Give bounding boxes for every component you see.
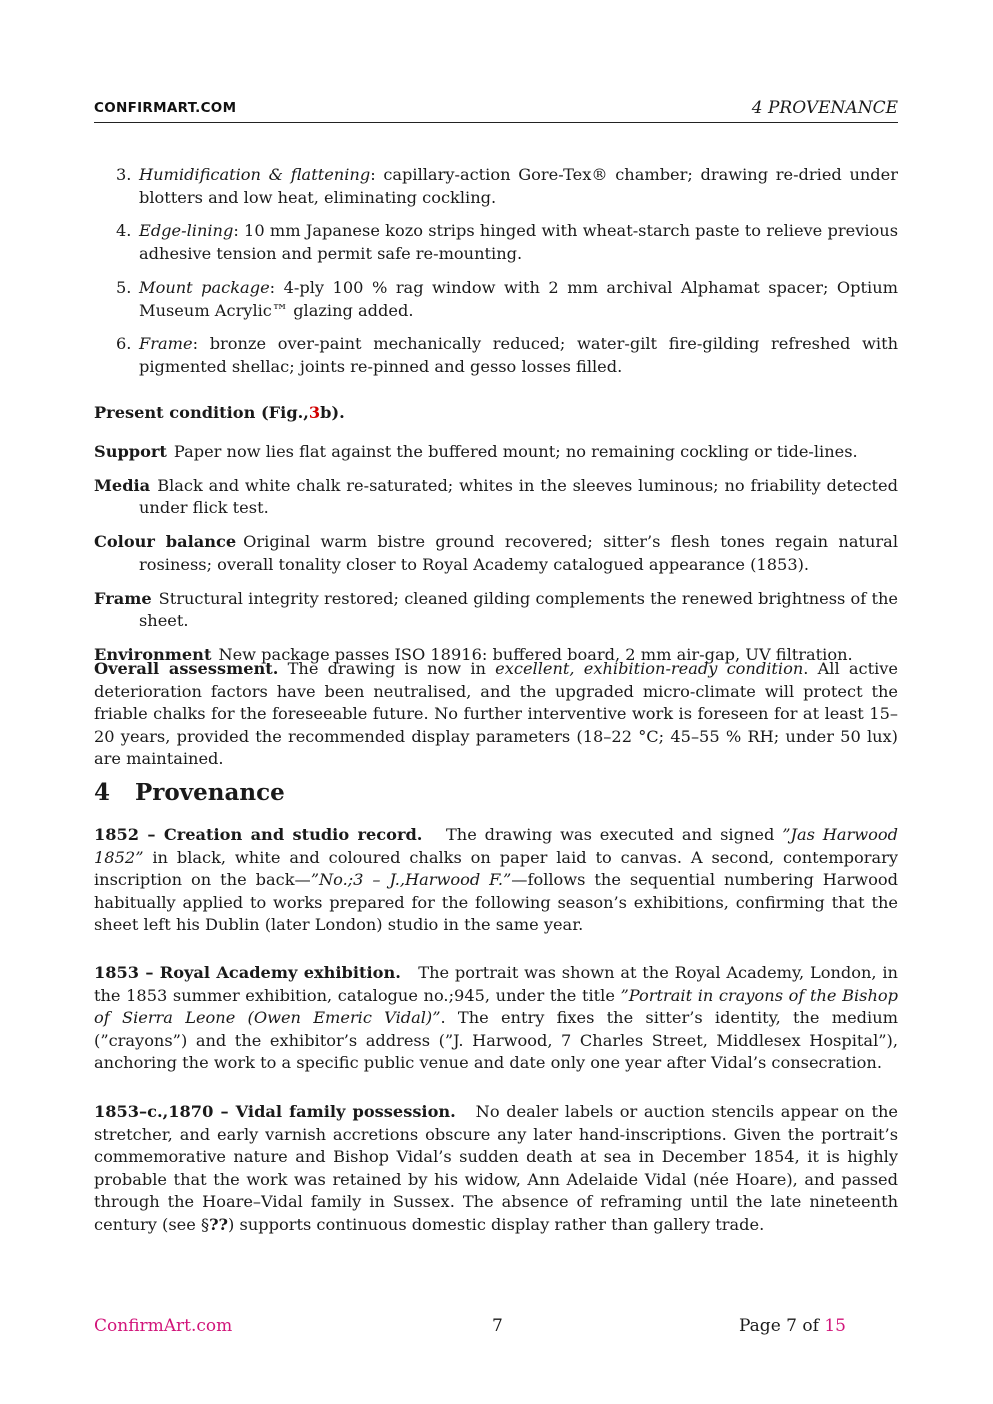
heading-text: Present condition (Fig., (94, 403, 309, 422)
paragraph-heading: 1852 – Creation and studio record. (94, 825, 423, 844)
list-number: 3. (116, 165, 132, 184)
paragraph-text: The drawing was executed and signed (446, 825, 783, 844)
section-heading (94, 779, 285, 806)
paragraph-text: ) supports continuous domestic display rather than gallery trade. (228, 1214, 765, 1234)
overall-assessment (94, 658, 898, 771)
list-text: : 4-ply 100 % rag window with 2 mm archival Alphamat spacer; Optium Museum Acrylic™ glazing added. (139, 277, 898, 320)
provenance-paragraph (94, 824, 898, 937)
list-item (94, 220, 898, 265)
condition-text: Paper now lies flat against the buffered mount; no remaining cockling or tide-lines. (173, 442, 858, 461)
paragraph-text: in black, white and coloured chalks on paper laid to canvas. A second, contemporary inscription on the back— (94, 847, 898, 890)
condition-text: Structural integrity restored; cleaned gilding complements the renewed brightness of the sheet. (139, 588, 898, 631)
present-condition-heading (94, 403, 345, 422)
provenance-paragraph (94, 962, 898, 1075)
condition-text: Original warm bistre ground recovered; sitter’s flesh tones regain natural rosiness; overall tonality closer to Royal Academy catalogued appearance (1853). (139, 532, 898, 574)
unresolved-reference[interactable]: ?? (209, 1214, 229, 1234)
page-count-text: Page 7 of (739, 1316, 825, 1336)
list-number: 5. (116, 277, 132, 297)
site-logo[interactable]: CONFIRMART.COM (94, 100, 237, 116)
paragraph-text: —follows the sequential numbering Harwood habitually applied to works prepared for the following season’s exhibitions, confirming that the sheet left his Dublin (later London) studio in the same year. (94, 870, 898, 935)
emphasis-text: excellent, exhibition-ready condition (495, 659, 804, 678)
treatment-steps-list (94, 164, 898, 390)
condition-text: Black and white chalk re-saturated; whites in the sleeves luminous; no friability detected under flick test. (139, 475, 898, 518)
condition-label: Colour balance (94, 532, 237, 552)
paragraph-text: The portrait was shown at the Royal Academy, London, in the 1853 summer exhibition, catalogue no.;945, under the title (94, 963, 898, 1005)
condition-item (94, 441, 898, 464)
condition-label: Environment (94, 645, 212, 665)
condition-list (94, 441, 898, 678)
paragraph-text: . All active deterioration factors have been neutralised, and the upgraded micro-climate will protect the friable chalks for the foreseeable future. No further interventive work is foreseen for at least 15–20 years, provided the recommended display parameters (18–22 °C; 45–55 % RH; under 50 lux) are maintained. (94, 659, 898, 769)
footer-page-number: 7 (492, 1316, 503, 1336)
condition-text: New package passes ISO 18916: buffered board, 2 mm air-gap, UV filtration. (218, 645, 853, 665)
paragraph-text: . The entry fixes the sitter’s identity, the medium (”crayons”) and the exhibitor’s address (”J. Harwood, 7 Charles Street, Middlesex Hospital”), anchoring the work to a specific public venue and date only one year after Vidal’s consecration. (94, 1008, 898, 1073)
list-term: Frame (139, 334, 193, 354)
quoted-inscription: ”No.;3 – J.,Harwood F.” (310, 870, 512, 890)
condition-item (94, 475, 898, 520)
list-item (94, 164, 898, 209)
provenance-paragraph (94, 1101, 898, 1237)
condition-label: Frame (94, 588, 152, 608)
paragraph-heading: 1853 – Royal Academy exhibition. (94, 963, 401, 982)
list-term: Humidification & flattening (139, 165, 371, 184)
footer-page-count (739, 1316, 846, 1336)
heading-text: b). (320, 403, 345, 422)
list-item (94, 277, 898, 322)
list-item (94, 333, 898, 378)
list-text: : 10 mm Japanese kozo strips hinged with wheat-starch paste to relieve previous adhesive tension and permit safe re-mounting. (139, 221, 898, 264)
total-pages-link[interactable]: 15 (824, 1316, 846, 1336)
paragraph-text: No dealer labels or auction stencils appear on the stretcher, and early varnish accretions obscure any later hand-inscriptions. Given the portrait’s commemorative nature and Bishop Vidal’s sudden death at sea in December 1854, it is highly probable that the work was retained by his widow, Ann Adelaide Vidal (née Hoare), and passed through the Hoare–Vidal family in Sussex. The absence of reframing until the late nineteenth century (see § (94, 1102, 898, 1234)
condition-item (94, 531, 898, 576)
condition-item (94, 588, 898, 633)
quoted-title: ”Portrait in crayons of the Bishop of Sierra Leone (Owen Emeric Vidal)” (94, 985, 898, 1028)
section-number: 4 (94, 779, 111, 806)
list-number: 6. (116, 334, 132, 354)
condition-label: Support (94, 442, 167, 461)
list-text: : bronze over-paint mechanically reduced; water-gilt fire-gilding refreshed with pigmented shellac; joints re-pinned and gesso losses filled. (139, 334, 898, 377)
figure-link[interactable]: 3 (308, 403, 321, 422)
paragraph-text: The drawing is now in (278, 659, 496, 678)
condition-label: Media (94, 475, 151, 495)
overall-label: Overall assessment. (94, 659, 279, 678)
list-term: Mount package (139, 277, 270, 297)
list-number: 4. (116, 221, 132, 241)
section-title: Provenance (135, 779, 285, 806)
running-title: 4 PROVENANCE (751, 98, 898, 118)
list-text: : capillary-action Gore-Tex® chamber; drawing re-dried under blotters and low heat, eliminating cockling. (139, 165, 898, 207)
footer-site-link[interactable]: ConfirmArt.com (94, 1316, 233, 1336)
quoted-inscription: ”Jas Harwood 1852” (94, 825, 898, 867)
paragraph-heading: 1853–c.,1870 – Vidal family possession. (94, 1102, 456, 1121)
list-term: Edge-lining (139, 221, 234, 241)
page-header (94, 98, 898, 123)
